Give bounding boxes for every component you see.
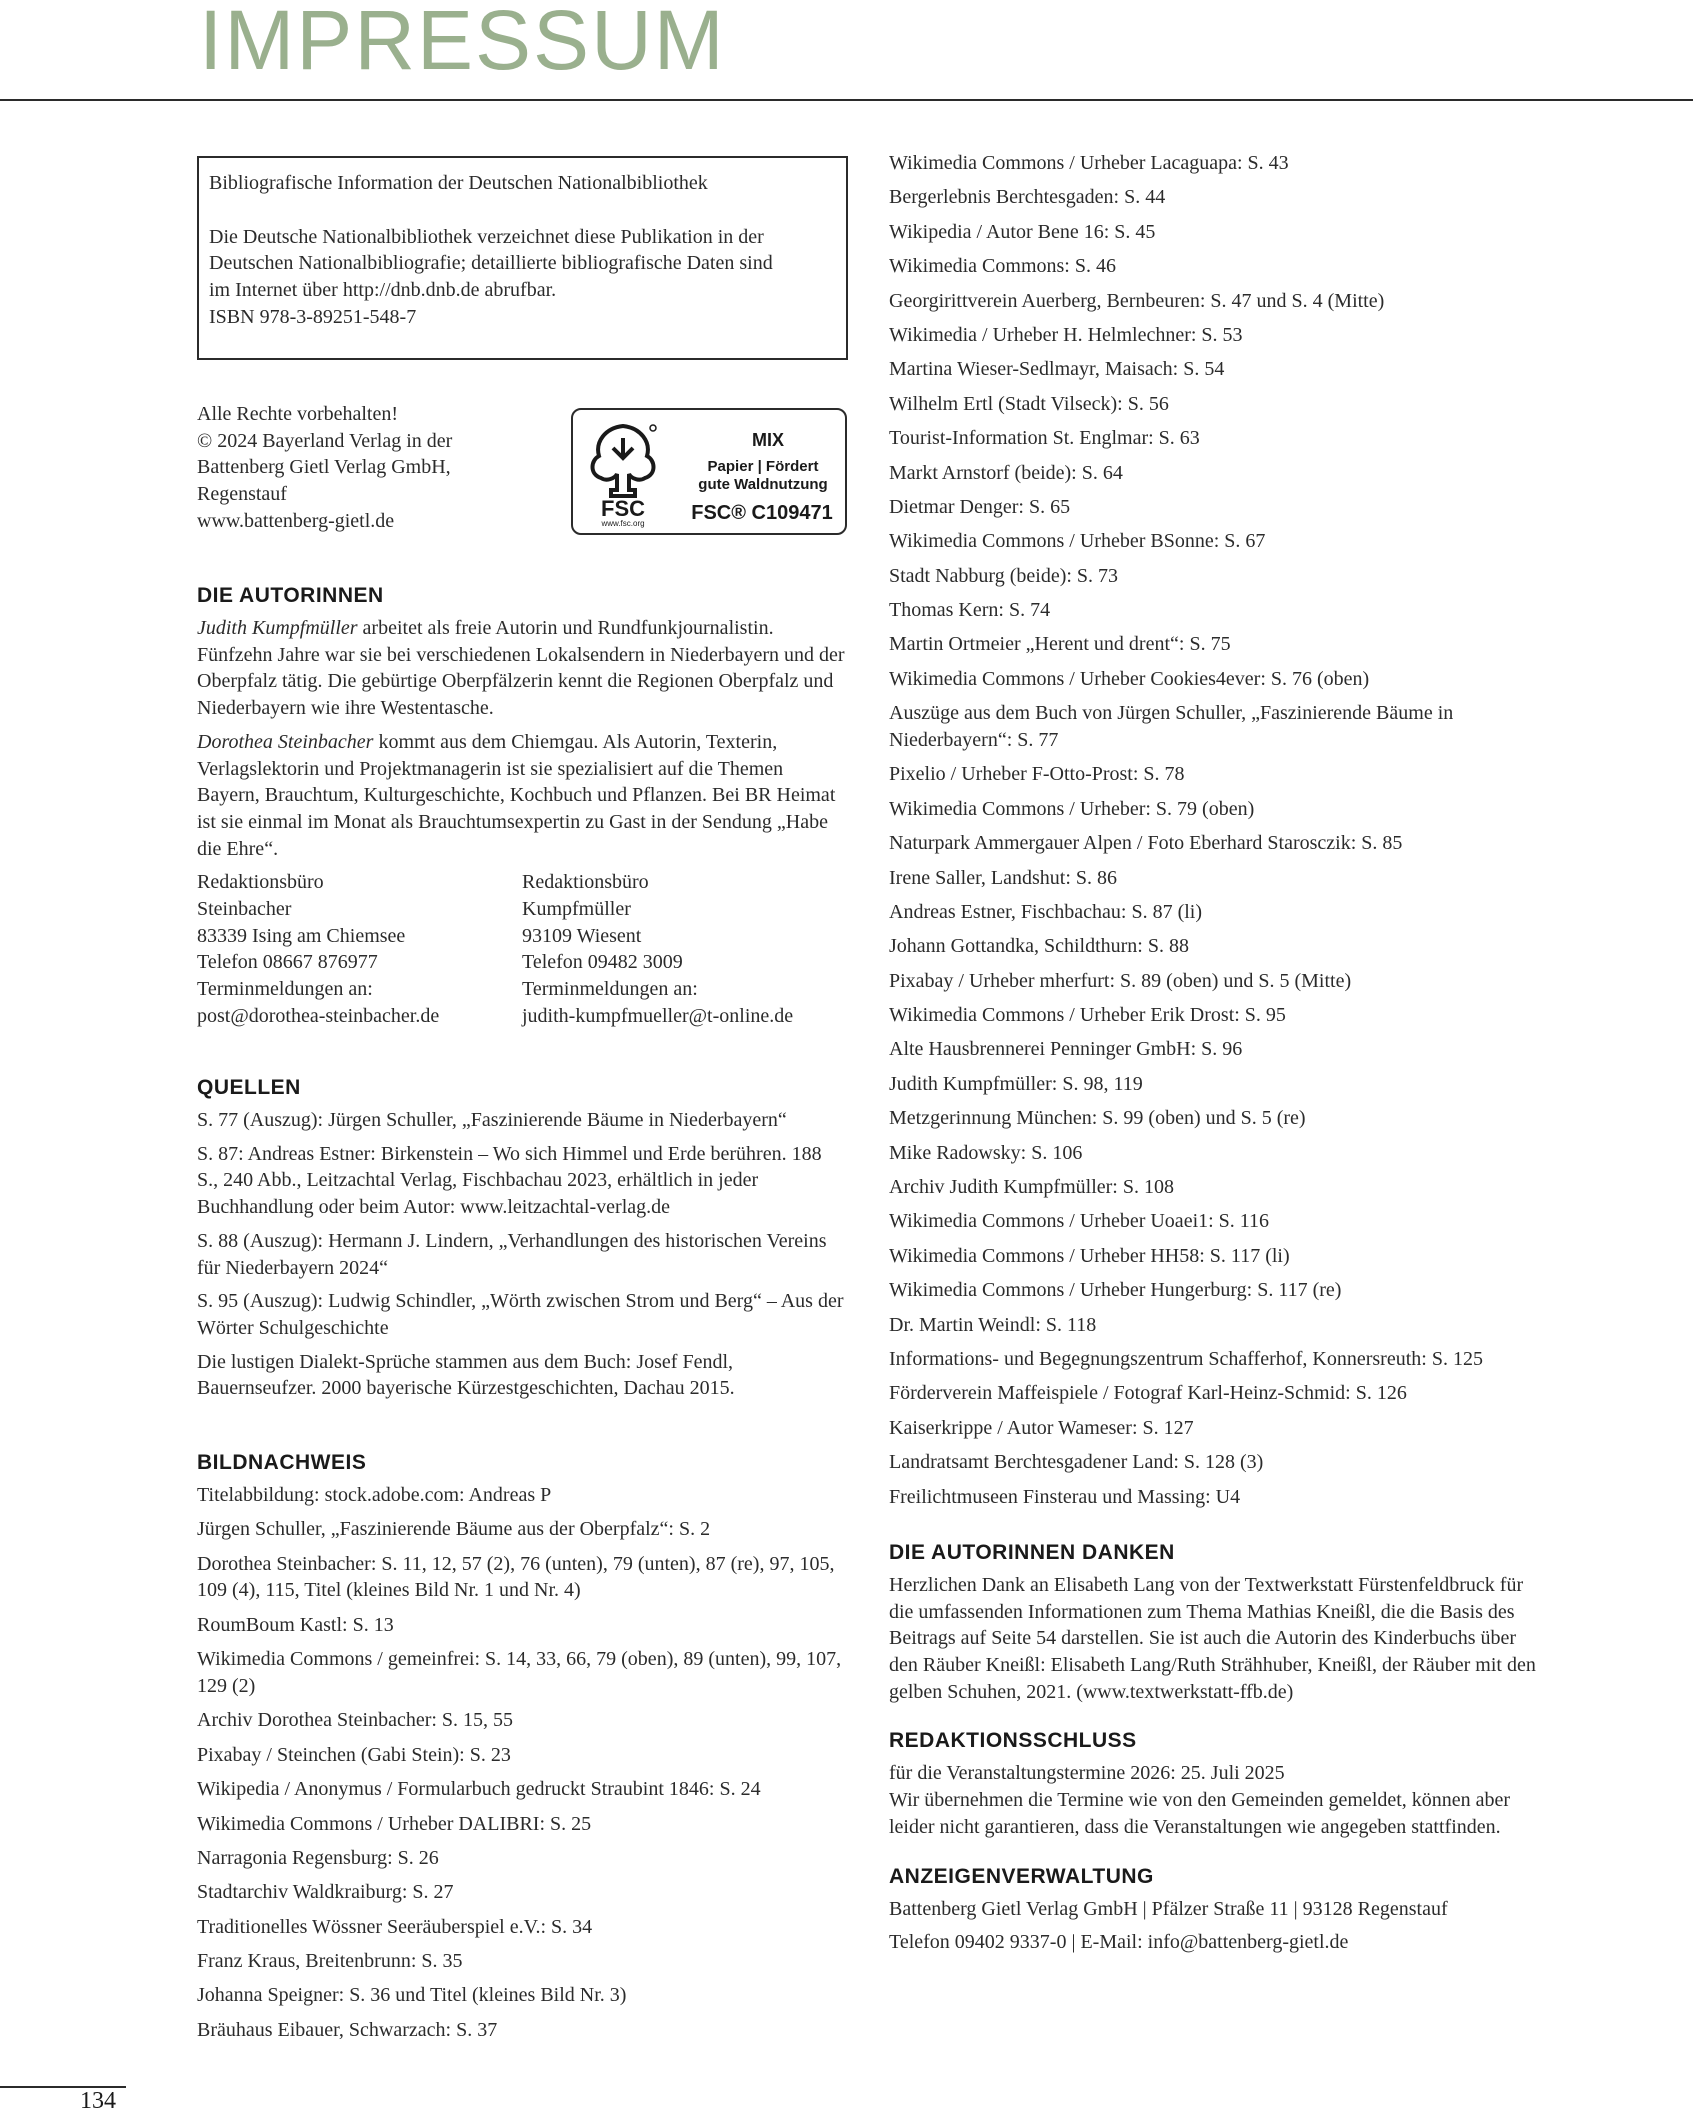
authors-section (197, 583, 847, 1030)
credit-item: Tourist-Information St. Englmar: S. 63 (889, 427, 1200, 450)
credit-item: Mike Radowsky: S. 106 (889, 1141, 1083, 1164)
credit-item: Auszüge aus dem Buch von Jürgen Schuller, „Faszinierende Bäume in Niederbayern“: S. 77 (889, 702, 1454, 751)
credit-item: Georgirittverein Auerberg, Bernbeuren: S. 47 und S. 4 (Mitte) (889, 289, 1385, 312)
source-item: S. 88 (Auszug): Hermann J. Lindern, „Verhandlungen des historischen Vereins für Niederbayern 2024“ (197, 1229, 827, 1279)
credit-item: Wikimedia Commons / Urheber Lacaguapa: S. 43 (889, 152, 1289, 174)
credit-item: Narragonia Regensburg: S. 26 (197, 1846, 439, 1869)
credit-item: Titelabbildung: stock.adobe.com: Andreas P (197, 1484, 552, 1506)
fsc-line: Papier | Fördert (707, 458, 819, 475)
fsc-tree-icon (583, 418, 663, 528)
page-title: IMPRESSUM (199, 0, 726, 87)
author-bio-text: arbeitet als freie Autorin und Rundfunkjournalistin. Fünfzehn Jahre war sie bei verschiedenen Lokalsendern in Niederbayern und der Oberpfalz tätig. Die gebürtige Oberpfälzerin kennt die Regionen Oberpfalz und Niederbayern wie ihre Westentasche. (197, 617, 845, 720)
title-divider (0, 99, 1693, 101)
credit-item: Metzgerinnung München: S. 99 (oben) und S. 5 (re) (889, 1107, 1306, 1130)
credits-heading: BILDNACHWEIS (197, 1451, 367, 1474)
credit-item: Bräuhaus Eibauer, Schwarzach: S. 37 (197, 2018, 498, 2041)
credit-item: Dietmar Denger: S. 65 (889, 495, 1071, 518)
ads-address: Battenberg Gietl Verlag GmbH | Pfälzer Straße 11 | 93128 Regenstauf (889, 1897, 1448, 1920)
biblio-line: Die Deutsche Nationalbibliothek verzeichnet diese Publikation in der (209, 225, 764, 248)
page-number: 134 (80, 2088, 116, 2114)
credit-item: Wikipedia / Anonymus / Formularbuch gedruckt Straubint 1846: S. 24 (197, 1778, 761, 1801)
credit-item: Wikimedia Commons / Urheber Erik Drost: S. 95 (889, 1004, 1286, 1027)
credit-item: Wikimedia Commons: S. 46 (889, 255, 1116, 278)
fsc-mix: MIX (751, 430, 784, 450)
contact-email[interactable]: post@dorothea-steinbacher.de (197, 1004, 440, 1027)
credit-item: Wikimedia Commons / Urheber DALIBRI: S. 25 (197, 1812, 592, 1835)
contact-kumpfmueller (522, 869, 847, 1029)
source-item: S. 95 (Auszug): Ludwig Schindler, „Wörth zwischen Strom und Berg“ – Aus der Wörter Schulgeschichte (197, 1290, 844, 1339)
contact-line: Terminmeldungen an: (197, 978, 373, 1001)
fsc-line: gute Waldnutzung (698, 476, 828, 493)
credit-item: Wikimedia Commons / Urheber: S. 79 (oben) (889, 797, 1255, 820)
credit-item: Markt Arnstorf (beide): S. 64 (889, 461, 1123, 484)
author-name: Dorothea Steinbacher (197, 730, 374, 753)
credit-item: Wikimedia Commons / Urheber Hungerburg: S. 117 (re) (889, 1279, 1342, 1302)
credit-item: RoumBoum Kastl: S. 13 (197, 1613, 394, 1636)
ads-contact: Telefon 09402 9337-0 | E-Mail: info@battenberg-gietl.de (889, 1931, 1349, 1954)
credit-item: Bergerlebnis Berchtesgaden: S. 44 (889, 186, 1166, 209)
source-item: S. 87: Andreas Estner: Birkenstein – Wo sich Himmel und Erde berühren. 188 S., 240 Abb., Leitzachtal Verlag, Fischbachau 2023, erhältlich in jeder Buchhandlung oder beim Autor: www.leitzachtal-verlag.de (197, 1142, 822, 1219)
credit-item: Martin Ortmeier „Herent und drent“: S. 75 (889, 633, 1231, 656)
biblio-heading: Bibliografische Information der Deutschen Nationalbibliothek (209, 172, 708, 194)
contact-steinbacher (197, 869, 522, 1029)
rights-line: Battenberg Gietl Verlag GmbH, (197, 456, 451, 479)
thanks-heading: DIE AUTORINNEN DANKEN (889, 1540, 1175, 1564)
credit-item: Landratsamt Berchtesgadener Land: S. 128 (3) (889, 1451, 1264, 1474)
credit-item: Stadt Nabburg (beide): S. 73 (889, 564, 1119, 587)
rights-line: Alle Rechte vorbehalten! (197, 403, 399, 425)
ads-heading: ANZEIGENVERWALTUNG (889, 1864, 1154, 1888)
source-item: S. 77 (Auszug): Jürgen Schuller, „Faszinierende Bäume in Niederbayern“ (197, 1109, 787, 1131)
fsc-description (683, 458, 843, 494)
credit-item: Kaiserkrippe / Autor Wameser: S. 127 (889, 1416, 1194, 1439)
credits-section (197, 1450, 847, 2051)
contact-line: Telefon 08667 876977 (197, 951, 378, 974)
isbn: ISBN 978-3-89251-548-7 (209, 305, 417, 328)
deadline-note: Wir übernehmen die Termine wie von den Gemeinden gemeldet, können aber leider nicht garantieren, dass die Veranstaltungen wie angegeben stattfinden. (889, 1789, 1511, 1838)
credit-item: Pixelio / Urheber F-Otto-Prost: S. 78 (889, 763, 1185, 786)
biblio-line: im Internet über http://dnb.dnb.de abrufbar. (209, 279, 557, 302)
credit-item: Wilhelm Ertl (Stadt Vilseck): S. 56 (889, 392, 1169, 415)
credit-item: Freilichtmuseen Finsterau und Massing: U4 (889, 1485, 1241, 1508)
deadline-date: für die Veranstaltungstermine 2026: 25. Juli 2025 (889, 1762, 1285, 1785)
sources-heading: QUELLEN (197, 1076, 301, 1099)
fsc-label (571, 408, 847, 535)
credit-item: Dr. Martin Weindl: S. 118 (889, 1313, 1097, 1336)
credit-item: Judith Kumpfmüller: S. 98, 119 (889, 1072, 1143, 1095)
contact-line: 93109 Wiesent (522, 924, 642, 947)
fsc-url: www.fsc.org (601, 519, 645, 528)
contact-line: Terminmeldungen an: (522, 978, 698, 1001)
credit-item: Dorothea Steinbacher: S. 11, 12, 57 (2), 76 (unten), 79 (unten), 87 (re), 97, 105, 109 (4), 115, Titel (kleines Bild Nr. 1 und Nr. 4) (197, 1552, 835, 1602)
credit-item: Wikimedia Commons / Urheber Cookies4ever: S. 76 (oben) (889, 667, 1370, 690)
credit-item: Jürgen Schuller, „Faszinierende Bäume aus der Oberpfalz“: S. 2 (197, 1518, 711, 1541)
thanks-text: Herzlichen Dank an Elisabeth Lang von der Textwerkstatt Fürstenfeldbruck für die umfassenden Informationen zum Thema Mathias Kneißl, die die Basis des Beitrags auf Seite 54 darstellen. Sie ist auch die Autorin des Kinderbuchs über den Räuber Kneißl: Elisabeth Lang/Ruth Strähhuber, Kneißl, der Räuber mit den gelben Schuhen, 2021. (www.textwerkstatt-ffb.de) (889, 1573, 1536, 1703)
biblio-info-box (197, 156, 848, 360)
credits-list-left (197, 1482, 847, 2051)
credit-item: Stadtarchiv Waldkraiburg: S. 27 (197, 1881, 454, 1904)
contact-blocks (197, 869, 847, 1029)
rights-block (197, 401, 497, 535)
credit-item: Förderverein Maffeispiele / Fotograf Karl-Heinz-Schmid: S. 126 (889, 1382, 1407, 1405)
credit-item: Wikimedia Commons / gemeinfrei: S. 14, 33, 66, 79 (oben), 89 (unten), 99, 107, 129 (2) (197, 1648, 842, 1697)
credit-item: Pixabay / Steinchen (Gabi Stein): S. 23 (197, 1743, 511, 1766)
credit-item: Archiv Dorothea Steinbacher: S. 15, 55 (197, 1709, 514, 1732)
biblio-line: Deutschen Nationalbibliografie; detaillierte bibliografische Daten sind (209, 252, 773, 275)
credit-item: Irene Saller, Landshut: S. 86 (889, 866, 1118, 889)
author-bio-kumpfmueller (197, 615, 847, 722)
publisher-link[interactable]: www.battenberg-gietl.de (197, 509, 395, 532)
deadline-heading: REDAKTIONSSCHLUSS (889, 1729, 1137, 1753)
credits-list-right (889, 150, 1549, 1518)
credit-item: Naturpark Ammergauer Alpen / Foto Eberhard Starosczik: S. 85 (889, 832, 1403, 855)
contact-line: Telefon 09482 3009 (522, 951, 683, 974)
credit-item: Wikipedia / Autor Bene 16: S. 45 (889, 220, 1156, 243)
credit-item: Informations- und Begegnungszentrum Schafferhof, Konnersreuth: S. 125 (889, 1347, 1483, 1370)
contact-line: 83339 Ising am Chiemsee (197, 924, 406, 947)
credit-item: Thomas Kern: S. 74 (889, 599, 1051, 622)
credit-item: Johanna Speigner: S. 36 und Titel (kleines Bild Nr. 3) (197, 1984, 627, 2007)
right-column (889, 150, 1549, 1963)
credit-item: Pixabay / Urheber mherfurt: S. 89 (oben) und S. 5 (Mitte) (889, 969, 1352, 992)
credit-item: Wikimedia Commons / Urheber BSonne: S. 67 (889, 530, 1266, 553)
credit-item: Wikimedia / Urheber H. Helmlechner: S. 53 (889, 323, 1243, 346)
credit-item: Alte Hausbrennerei Penninger GmbH: S. 96 (889, 1038, 1243, 1061)
credit-item: Traditionelles Wössner Seeräuberspiel e.V.: S. 34 (197, 1915, 593, 1938)
rights-line: © 2024 Bayerland Verlag in der (197, 429, 453, 452)
rights-line: Regenstauf (197, 483, 287, 506)
credit-item: Franz Kraus, Breitenbrunn: S. 35 (197, 1950, 463, 1973)
credit-item: Archiv Judith Kumpfmüller: S. 108 (889, 1176, 1174, 1199)
credit-item: Martina Wieser-Sedlmayr, Maisach: S. 54 (889, 358, 1225, 381)
fsc-code: FSC® C109471 (691, 502, 833, 524)
author-bio-text: kommt aus dem Chiemgau. Als Autorin, Texterin, Verlagslektorin und Projektmanagerin ist sie spezialisiert auf die Themen Bayern, Brauchtum, Kulturgeschichte, Kochbuch und Pflanzen. Bei BR Heimat ist sie einmal im Monat als Brauchtumsexpertin zu Gast in der Sendung „Habe die Ehre“. (197, 730, 836, 860)
author-bio-steinbacher (197, 729, 847, 863)
contact-line: Redaktionsbüro (522, 871, 649, 894)
credit-item: Andreas Estner, Fischbachau: S. 87 (li) (889, 900, 1203, 923)
sources-section (197, 1075, 847, 1409)
credit-item: Wikimedia Commons / Urheber HH58: S. 117 (li) (889, 1244, 1290, 1267)
contact-line: Steinbacher (197, 898, 292, 921)
source-item: Die lustigen Dialekt-Sprüche stammen aus dem Buch: Josef Fendl, Bauernseufzer. 2000 bayerische Kürzestgeschichten, Dachau 2015. (197, 1350, 735, 1400)
credit-item: Johann Gottandka, Schildthurn: S. 88 (889, 935, 1189, 958)
contact-email[interactable]: judith-kumpfmueller@t-online.de (522, 1004, 794, 1027)
authors-heading: DIE AUTORINNEN (197, 584, 384, 607)
author-name: Judith Kumpfmüller (197, 617, 358, 639)
credit-item: Wikimedia Commons / Urheber Uoaei1: S. 116 (889, 1210, 1270, 1233)
contact-line: Redaktionsbüro (197, 871, 324, 894)
fsc-brand: FSC (601, 496, 645, 521)
contact-line: Kumpfmüller (522, 898, 631, 921)
